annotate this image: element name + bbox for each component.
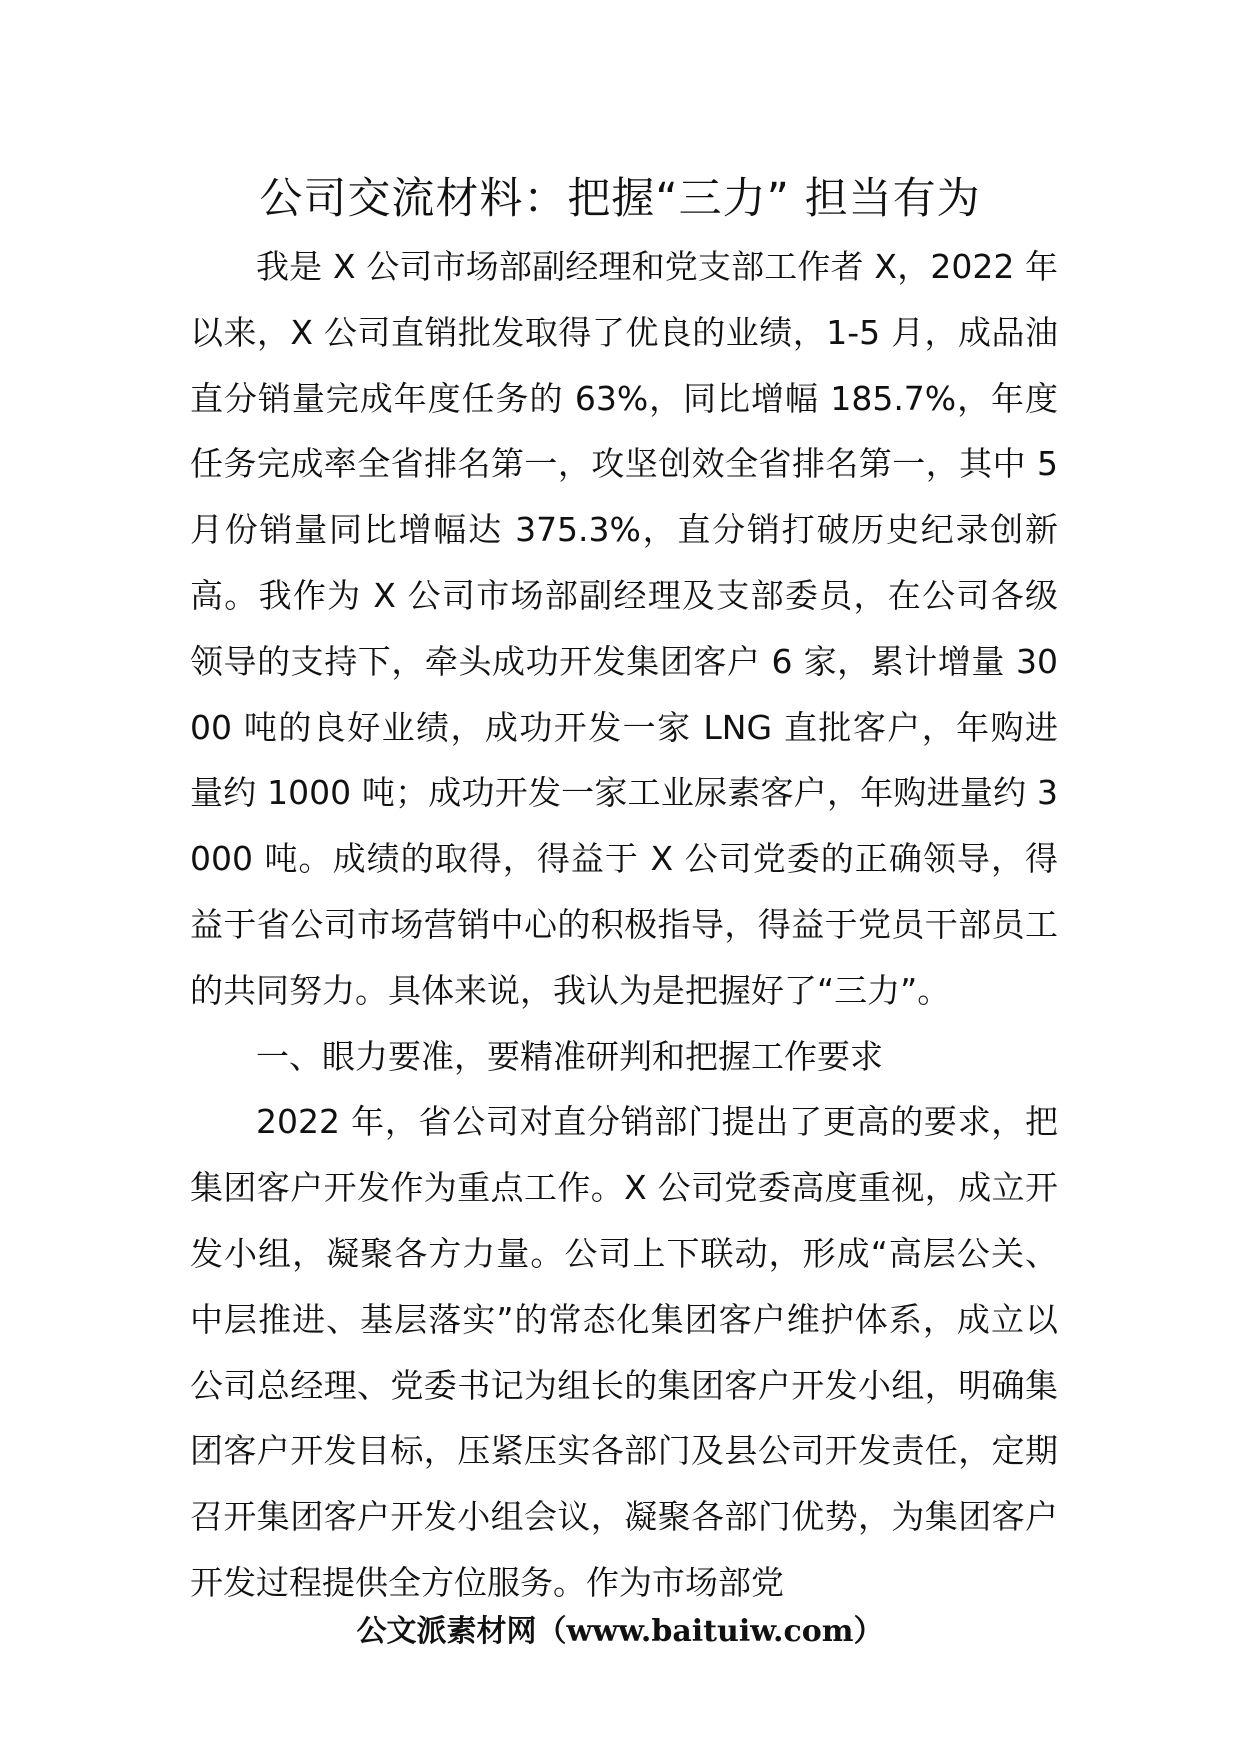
paragraph-intro: 我是 X 公司市场部副经理和党支部工作者 X，2022 年以来，X 公司直销批发取得了优良的业绩，1-5 月，成品油直分销量完成年度任务的 63%，同比增幅 185.7%，年度任务完成率全省排名第一，攻坚创效全省排名第一，其中 5 月份销量同比增幅达 375.3%，直分销打破历史纪录创新高。我作为 X 公司市场部副经理及支部委员，在公司各级领导的支持下，牵头成功开发集团客户 6 家，累计增量 3000 吨的良好业绩，成功开发一家 LNG 直批客户，年购进量约 1000 吨；成功开发一家工业尿素客户，年购进量约 3000 吨。成绩的取得，得益于 X 公司党委的正确领导，得益于省公司市场营销中心的积极指导，得益于党员干部员工的共同努力。具体来说，我认为是把握好了“三力”。: [190, 247, 1058, 1010]
footer-watermark: 公文派素材网（www.baituiw.com）: [356, 1614, 884, 1649]
document-body: [190, 234, 1058, 1616]
document-title: 公司交流材料：把握“三力” 担当有为: [259, 174, 981, 224]
paragraph-section-one: 2022 年，省公司对直分销部门提出了更高的要求，把集团客户开发作为重点工作。X 公司党委高度重视，成立开发小组，凝聚各方力量。公司上下联动，形成“高层公关、中层推进、基层落实”的常态化集团客户维护体系，成立以公司总经理、党委书记为组长的集团客户开发小组，明确集团客户开发目标，压紧压实各部门及县公司开发责任，定期召开集团客户开发小组会议，凝聚各部门优势，为集团客户开发过程提供全方位服务。作为市场部党: [190, 1102, 1058, 1602]
section-heading-one: 一、眼力要准，要精准研判和把握工作要求: [256, 1036, 883, 1076]
